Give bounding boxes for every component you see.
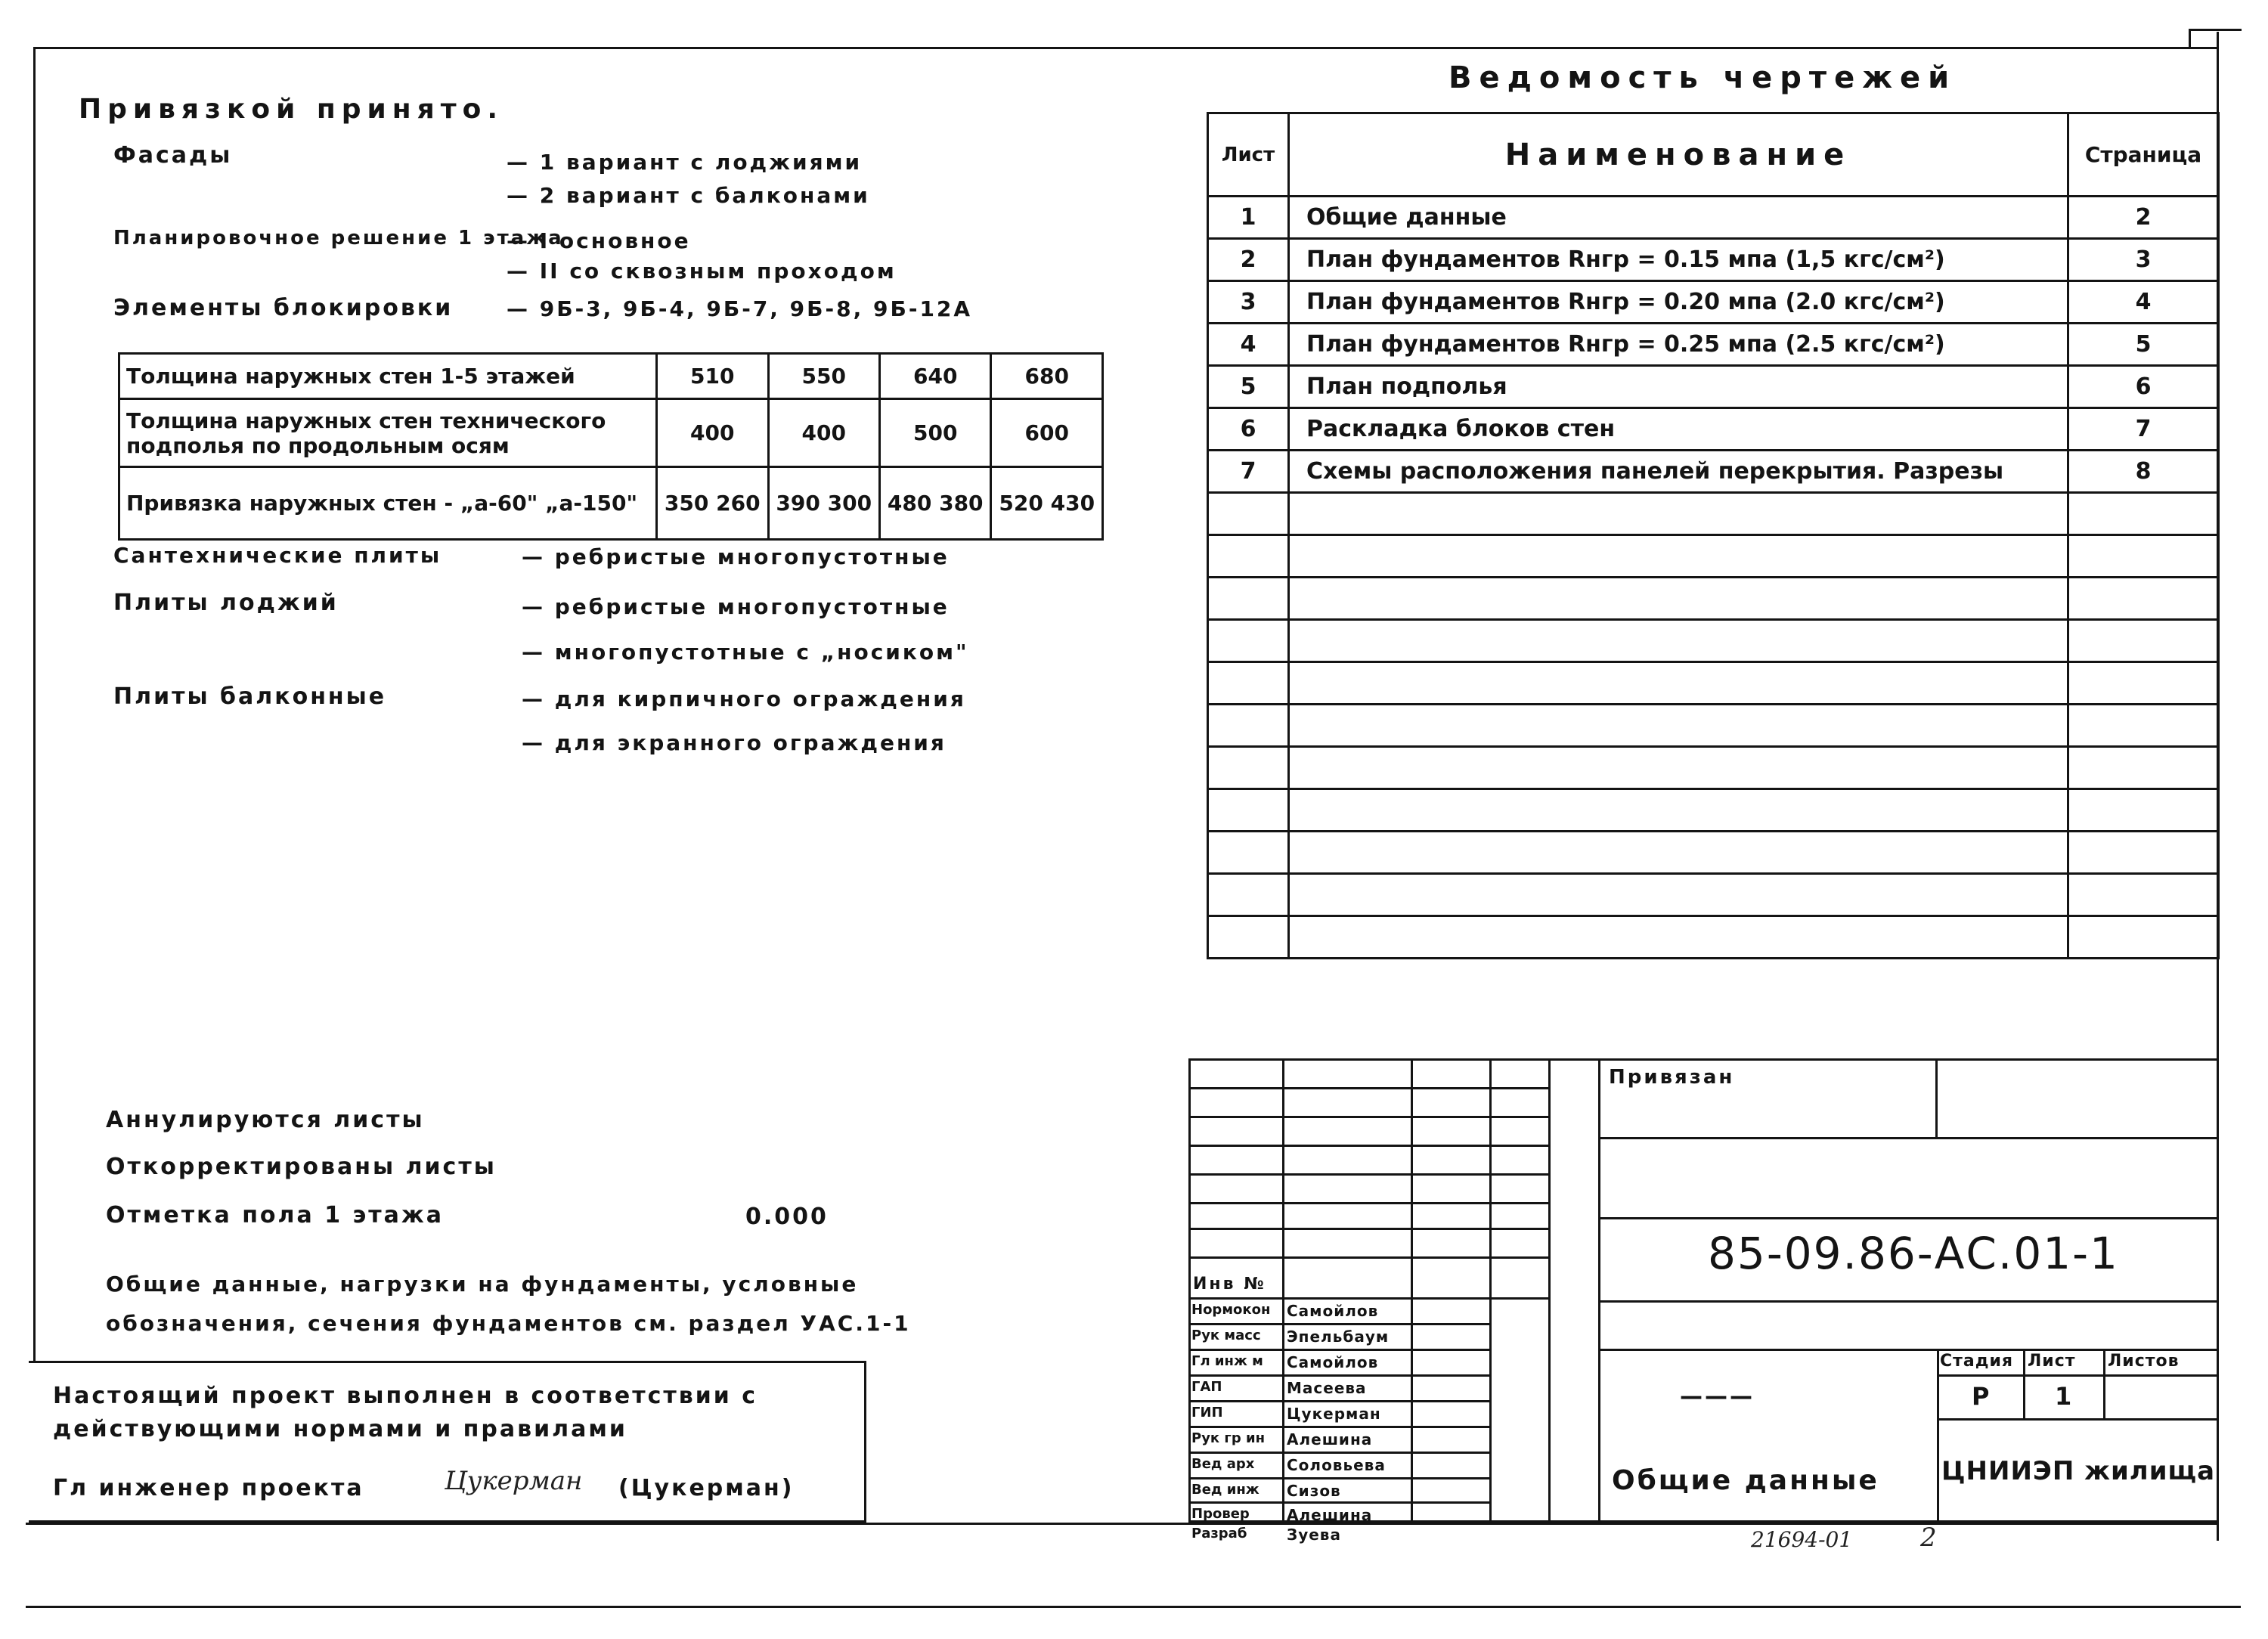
spec-value: — многопустотные с „носиком" [522,640,969,665]
personnel-name: Самойлов [1287,1302,1379,1320]
sheet-num: 5 [1208,366,1289,408]
empty-cell [1208,662,1289,705]
spec-label: Элементы блокировки [113,295,454,321]
spec-value: — 2 вариант с балконами [507,183,870,208]
empty-cell [2068,789,2219,832]
personnel-role: Провер [1191,1506,1250,1522]
stamp-row [1188,1349,1489,1351]
stamp-row [1598,1300,2218,1303]
empty-cell [2068,493,2219,535]
page-title: Привязкой принято. [79,94,503,125]
sheet-num: 7 [1208,451,1289,493]
stamp-dash: ——— [1680,1383,1755,1410]
table-row [1208,324,2219,366]
personnel-name: Алешина [1287,1430,1373,1448]
stamp-row [1188,1323,1489,1325]
archive-number: 21694-01 [1751,1527,1853,1552]
spec-label: Планировочное решение 1 этажа [113,227,564,249]
engineer-name: (Цукерман) [618,1475,795,1501]
frame-left [33,47,36,1362]
corner-tick-v [2189,29,2191,47]
table-cell: 400 [768,399,879,467]
sheet-name: План фундаментов Rнгр = 0.15 мпа (1,5 кгс/см²) [1289,239,2068,281]
table-row [119,399,1103,467]
stamp-col [1548,1058,1551,1523]
empty-cell [2068,874,2219,916]
frame-bottom-1 [26,1523,2218,1525]
stamp-row [1188,1501,1489,1504]
corrected-sheets: Откорректированы листы [106,1154,497,1180]
stamp-row [1598,1349,2218,1351]
sheet-page: 8 [2068,451,2219,493]
sheet-page: 2 [2068,197,2219,239]
empty-row [1208,874,2219,916]
sheet-page: 6 [2068,366,2219,408]
general-note-2: обозначения, сечения фундаментов см. раздел УАС.1-1 [106,1311,911,1336]
stamp-col [2103,1349,2105,1418]
empty-cell [1289,874,2068,916]
corner-tick [2189,29,2242,31]
empty-cell [1208,832,1289,874]
table-row [119,467,1103,540]
empty-cell [1208,620,1289,662]
spec-value: — 9Б-3, 9Б-4, 9Б-7, 9Б-8, 9Б-12А [507,296,973,321]
table-cell: 550 [768,354,879,399]
empty-cell [1208,535,1289,578]
annulled-sheets: Аннулируются листы [106,1107,425,1133]
empty-row [1208,832,2219,874]
table-cell-label: Привязка наружных стен - „а-60" „а-150" [119,467,657,540]
empty-row [1208,789,2219,832]
empty-cell [1208,789,1289,832]
personnel-role: Гл инж м [1191,1353,1263,1369]
header-page: Страница [2068,113,2219,197]
sheet-num: 3 [1208,281,1289,324]
stamp-row [1937,1418,2218,1421]
spec-value: — I основное [507,228,691,253]
table-row [119,354,1103,399]
sheet-header: Лист [2028,1352,2076,1371]
empty-cell [1208,874,1289,916]
stamp-row [1188,1256,1548,1259]
engineer-prefix: Гл инженер проекта [53,1475,364,1501]
empty-row [1208,620,2219,662]
stage-header: Стадия [1940,1352,2014,1371]
spec-label: Плиты лоджий [113,590,339,616]
empty-cell [2068,662,2219,705]
table-row [1208,366,2219,408]
table-cell: 680 [991,354,1103,399]
sheet-name: Раскладка блоков стен [1289,408,2068,451]
stamp-col [1935,1058,1938,1137]
table-cell: 600 [991,399,1103,467]
spec-value: — II со сквозным проходом [507,259,897,283]
spec-value: — для кирпичного ограждения [522,686,966,711]
sheet-value: 1 [2055,1382,2074,1411]
frame-bottom-2 [26,1606,2241,1608]
sheet-name: Общие данные [1289,197,2068,239]
stage-value: Р [1972,1382,1992,1411]
sheet-list-header [1208,113,2219,197]
empty-row [1208,916,2219,959]
empty-cell [1289,747,2068,789]
sheets-header: Листов [2108,1352,2180,1371]
doc-title: Общие данные [1612,1465,1879,1496]
empty-rows [1208,493,2219,959]
personnel-name: Самойлов [1287,1353,1379,1371]
empty-cell [1289,705,2068,747]
stamp-row [1188,1116,1548,1118]
stamp-row [1188,1452,1489,1454]
empty-cell [2068,535,2219,578]
header-sheet: Лист [1208,113,1289,197]
personnel-name: Сизов [1287,1482,1341,1500]
table-cell: 640 [879,354,990,399]
org-name: ЦНИИЭП жилища [1941,1456,2216,1486]
personnel-role: ГАП [1191,1379,1222,1395]
stamp-row [1188,1202,1548,1204]
doc-code: 85-09.86-АС.01-1 [1708,1228,2119,1279]
table-cell-label: Толщина наружных стен 1-5 этажей [119,354,657,399]
personnel-role: Рук гр ин [1191,1430,1266,1446]
inv-label: Инв № [1193,1275,1266,1294]
sheet-page: 5 [2068,324,2219,366]
spec-label: Фасады [113,142,233,169]
bound-label: Привязан [1609,1066,1735,1089]
empty-cell [1208,916,1289,959]
page-number: 2 [1920,1523,1937,1553]
stamp-row [1188,1374,1489,1377]
spec-label: Сантехнические плиты [113,543,442,568]
empty-row [1208,578,2219,620]
sheet-list-table [1207,112,2220,959]
empty-cell [1289,620,2068,662]
stamp-top [1188,1058,2218,1061]
table-row [1208,239,2219,281]
stamp-row [1188,1228,1548,1230]
stamp-row [1188,1173,1548,1176]
stamp-col [2023,1349,2025,1418]
empty-cell [2068,620,2219,662]
sheet-num: 2 [1208,239,1289,281]
sheet-name: План фундаментов Rнгр = 0.20 мпа (2.0 кгс/см²) [1289,281,2068,324]
empty-cell [1289,832,2068,874]
sheet-num: 6 [1208,408,1289,451]
sheet-name: План фундаментов Rнгр = 0.25 мпа (2.5 кгс/см²) [1289,324,2068,366]
personnel-role: Разраб [1191,1526,1247,1541]
empty-cell [1208,705,1289,747]
personnel-name: Цукерман [1287,1405,1381,1423]
table-row [1208,197,2219,239]
personnel-role: ГИП [1191,1405,1223,1421]
table-row [1208,408,2219,451]
sheet-page: 3 [2068,239,2219,281]
stamp-row [1188,1400,1489,1402]
spec-value: — для экранного ограждения [522,730,947,755]
empty-cell [1289,662,2068,705]
table-row [1208,281,2219,324]
personnel-role: Вед инж [1191,1482,1259,1498]
table-cell: 480 380 [879,467,990,540]
floor-mark-label: Отметка пола 1 этажа [106,1202,445,1228]
sheet-page: 4 [2068,281,2219,324]
empty-row [1208,662,2219,705]
empty-cell [1208,578,1289,620]
empty-cell [2068,578,2219,620]
table-cell-label: Толщина наружных стен технического подполья по продольным осям [119,399,657,467]
empty-row [1208,705,2219,747]
stamp-col [1489,1058,1492,1523]
empty-cell [1208,493,1289,535]
personnel-name: Алешина [1287,1506,1373,1524]
stamp-row [1188,1087,1548,1089]
empty-row [1208,747,2219,789]
spec-label: Плиты балконные [113,683,387,710]
spec-value: — ребристые многопустотные [522,544,950,569]
personnel-role: Вед арх [1191,1456,1255,1472]
sheet-page: 7 [2068,408,2219,451]
empty-cell [1208,747,1289,789]
personnel-name: Соловьева [1287,1456,1386,1474]
table-cell: 390 300 [768,467,879,540]
empty-cell [1289,789,2068,832]
personnel-name: Эпельбаум [1287,1328,1390,1346]
empty-cell [2068,747,2219,789]
sheet-name: План подполья [1289,366,2068,408]
header-name: Наименование [1289,113,2068,197]
general-note-1: Общие данные, нагрузки на фундаменты, условные [106,1272,859,1297]
personnel-name: Зуева [1287,1526,1341,1544]
table-cell: 520 430 [991,467,1103,540]
table-cell: 510 [657,354,768,399]
empty-cell [2068,705,2219,747]
spec-value: — 1 вариант с лоджиями [507,150,863,175]
stamp-row [1188,1426,1489,1428]
compliance-line-1: Настоящий проект выполнен в соответствии с [53,1383,758,1409]
wall-thickness-table [118,352,1104,541]
table-cell: 350 260 [657,467,768,540]
frame-top [33,47,2218,49]
table-cell: 400 [657,399,768,467]
engineer-signature: Цукерман [445,1466,583,1496]
stamp-row [1937,1374,2218,1377]
stamp-row [1188,1145,1548,1147]
empty-row [1208,493,2219,535]
table-cell: 500 [879,399,990,467]
empty-cell [1289,535,2068,578]
spec-value: — ребристые многопустотные [522,594,950,619]
stamp-row [1598,1217,2218,1219]
stamp-row [1188,1477,1489,1479]
empty-cell [1289,578,2068,620]
empty-cell [2068,832,2219,874]
empty-cell [2068,916,2219,959]
compliance-box [29,1361,866,1523]
personnel-name: Масеева [1287,1379,1367,1397]
personnel-role: Рук масс [1191,1328,1261,1343]
sheet-name: Схемы расположения панелей перекрытия. Разрезы [1289,451,2068,493]
stamp-row [1598,1137,2218,1139]
sheet-num: 1 [1208,197,1289,239]
empty-row [1208,535,2219,578]
stamp-col [1598,1058,1600,1523]
table-row [1208,451,2219,493]
floor-mark-value: 0.000 [745,1204,829,1230]
stamp-row [1188,1297,1548,1300]
sheet-num: 4 [1208,324,1289,366]
empty-cell [1289,493,2068,535]
personnel-role: Нормокон [1191,1302,1271,1318]
sheet-list-title: Ведомость чертежей [1448,60,1957,95]
empty-cell [1289,916,2068,959]
compliance-line-2: действующими нормами и правилами [53,1416,627,1442]
